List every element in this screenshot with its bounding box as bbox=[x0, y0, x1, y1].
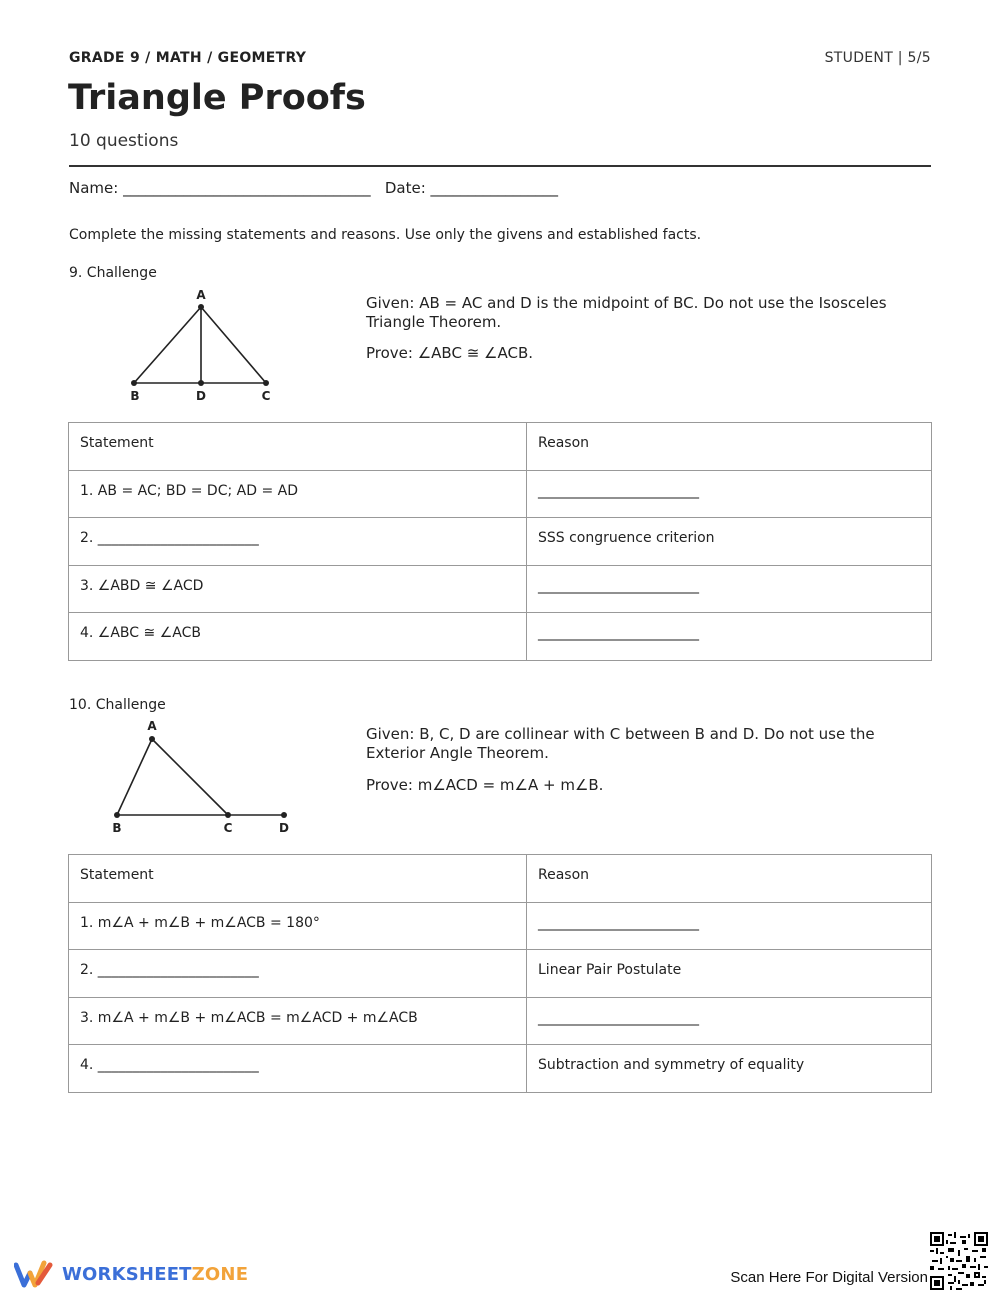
question-9-given: Given: AB = AC and D is the midpoint of BC. Do not use the Isosceles Triangle Theorem. bbox=[366, 294, 887, 331]
table-row bbox=[69, 470, 932, 518]
vertex-label: D bbox=[279, 821, 289, 835]
breadcrumb: GRADE 9 / MATH / GEOMETRY bbox=[69, 50, 307, 66]
statement-cell: 1. AB = AC; BD = DC; AD = AD bbox=[69, 470, 527, 518]
question-9-proof-table bbox=[68, 422, 932, 661]
name-date-line: Name: _________________________________ Date: _________________ bbox=[69, 179, 559, 197]
worksheetzone-logo-icon bbox=[14, 1259, 54, 1289]
question-9-label: 9. Challenge bbox=[69, 265, 157, 281]
table-row bbox=[69, 997, 932, 1045]
vertex-label: A bbox=[196, 288, 206, 302]
table-row bbox=[69, 1045, 932, 1093]
question-9-prove: Prove: ∠ABC ≅ ∠ACB. bbox=[366, 344, 534, 362]
vertex-label: D bbox=[196, 389, 206, 403]
statement-cell: 1. m∠A + m∠B + m∠ACB = 180° bbox=[69, 902, 527, 950]
statement-cell: 3. ∠ABD ≅ ∠ACD bbox=[69, 565, 527, 613]
statement-cell: 4. ∠ABC ≅ ∠ACB bbox=[69, 613, 527, 661]
vertex-label: C bbox=[261, 389, 271, 403]
table-row bbox=[69, 565, 932, 613]
reason-header: Reason bbox=[527, 423, 932, 471]
question-10-proof-table bbox=[68, 854, 932, 1093]
reason-cell: Linear Pair Postulate bbox=[527, 950, 932, 998]
reason-cell[interactable]: _______________________ bbox=[527, 902, 932, 950]
reason-cell[interactable]: _______________________ bbox=[527, 470, 932, 518]
table-row bbox=[69, 518, 932, 566]
statement-cell[interactable]: 2. _______________________ bbox=[69, 518, 527, 566]
statement-header: Statement bbox=[69, 855, 527, 903]
reason-cell[interactable]: _______________________ bbox=[527, 613, 932, 661]
scan-text: Scan Here For Digital Version bbox=[730, 1269, 928, 1286]
vertex-label: B bbox=[130, 389, 140, 403]
reason-cell[interactable]: _______________________ bbox=[527, 565, 932, 613]
question-9-diagram bbox=[100, 286, 300, 406]
page-indicator: STUDENT | 5/5 bbox=[824, 50, 931, 66]
vertex-label: B bbox=[112, 821, 122, 835]
question-10-label: 10. Challenge bbox=[69, 697, 166, 713]
statement-cell[interactable]: 2. _______________________ bbox=[69, 950, 527, 998]
table-header-row bbox=[69, 423, 932, 471]
vertex-label: A bbox=[147, 719, 157, 733]
table-header-row bbox=[69, 855, 932, 903]
statement-cell[interactable]: 4. _______________________ bbox=[69, 1045, 527, 1093]
question-10-prove: Prove: m∠ACD = m∠A + m∠B. bbox=[366, 776, 604, 794]
worksheetzone-logo[interactable] bbox=[14, 1259, 248, 1289]
header-divider bbox=[69, 165, 931, 167]
vertex-label: C bbox=[223, 821, 233, 835]
logo-wordmark: WORKSHEETZONE bbox=[62, 1263, 249, 1285]
question-10-given: Given: B, C, D are collinear with C between B and D. Do not use the Exterior Angle Theorem. bbox=[366, 725, 875, 762]
reason-cell[interactable]: _______________________ bbox=[527, 997, 932, 1045]
question-count: 10 questions bbox=[69, 131, 179, 151]
table-row bbox=[69, 950, 932, 998]
reason-cell: SSS congruence criterion bbox=[527, 518, 932, 566]
qr-code-icon[interactable] bbox=[930, 1232, 988, 1290]
reason-cell: Subtraction and symmetry of equality bbox=[527, 1045, 932, 1093]
page-title: Triangle Proofs bbox=[68, 78, 366, 118]
table-row bbox=[69, 902, 932, 950]
statement-header: Statement bbox=[69, 423, 527, 471]
instructions: Complete the missing statements and reasons. Use only the givens and established facts. bbox=[69, 227, 702, 243]
question-10-diagram bbox=[100, 717, 300, 837]
table-row bbox=[69, 613, 932, 661]
statement-cell: 3. m∠A + m∠B + m∠ACB = m∠ACD + m∠ACB bbox=[69, 997, 527, 1045]
reason-header: Reason bbox=[527, 855, 932, 903]
